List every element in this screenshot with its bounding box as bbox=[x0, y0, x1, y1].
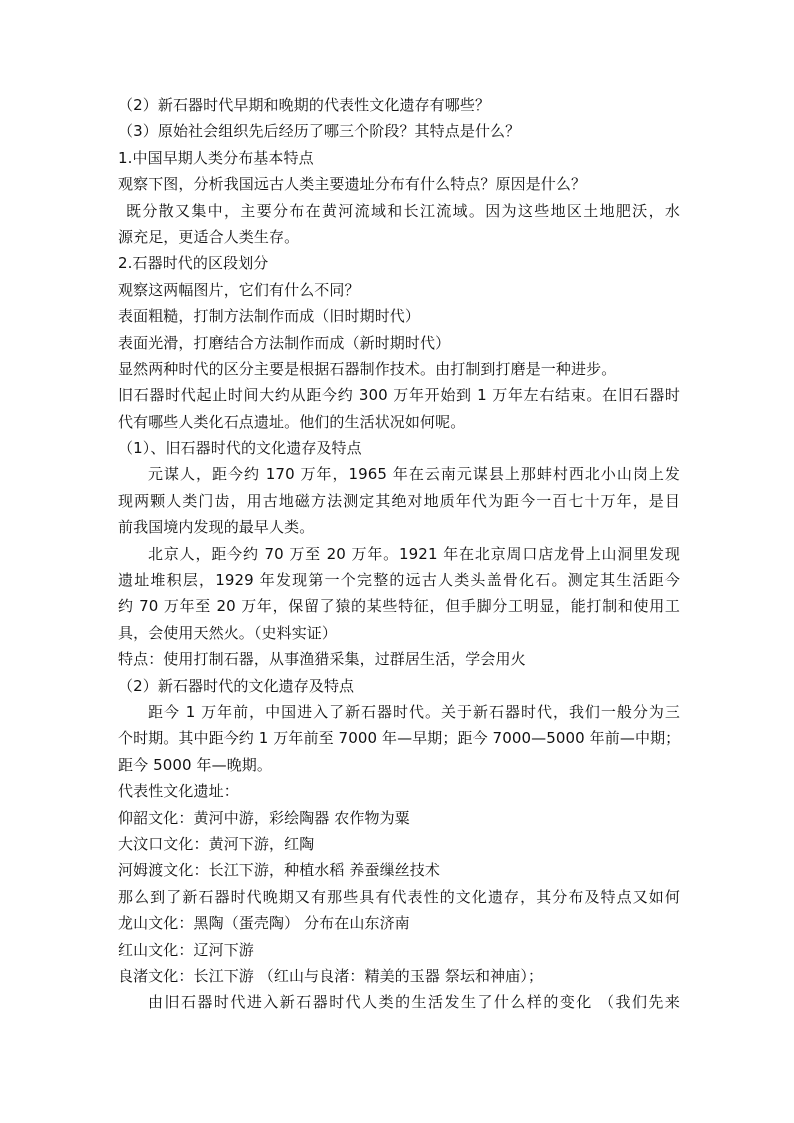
text-line: 代表性文化遗址： bbox=[118, 782, 239, 801]
text-line: 2.石器时代的区段划分 bbox=[118, 254, 269, 273]
text-line: 观察下图，分析我国远古人类主要遗址分布有什么特点？原因是什么？ bbox=[118, 175, 587, 194]
text-line: 那么到了新石器时代晚期又有那些具有代表性的文化遗存，其分布及特点又如何 bbox=[118, 887, 680, 906]
text-line: 代有哪些人类化石点遗址。他们的生活状况如何呢。 bbox=[118, 412, 466, 431]
text-line: 旧石器时代起止时间大约从距今约 300 万年开始到 1 万年左右结束。在旧石器时 bbox=[118, 386, 680, 405]
text-line: 特点：使用打制石器，从事渔猎采集，过群居生活，学会用火 bbox=[118, 650, 526, 669]
text-line: 元谋人，距今约 170 万年，1965 年在云南元谋县上那蚌村西北小山岗上发 bbox=[148, 465, 680, 484]
text-line: 显然两种时代的区分主要是根据石器制作技术。由打制到打磨是一种进步。 bbox=[118, 359, 617, 378]
text-line: 距今 5000 年—晚期。 bbox=[118, 755, 273, 774]
text-line: 距今 1 万年前，中国进入了新石器时代。关于新石器时代，我们一般分为三 bbox=[148, 702, 680, 721]
text-line: 仰韶文化：黄河中游，彩绘陶器 农作物为粟 bbox=[118, 808, 410, 827]
text-line: 由旧石器时代进入新石器时代人类的生活发生了什么样的变化 （我们先来 bbox=[148, 993, 680, 1012]
text-line: 表面粗糙，打制方法制作而成（旧时期时代） bbox=[118, 307, 421, 326]
text-line: 个时期。其中距今约 1 万年前至 7000 年—早期；距今 7000—5000 年前—中期； bbox=[118, 729, 680, 748]
text-line: 约 70 万年至 20 万年，保留了猿的某些特征，但手脚分工明显，能打制和使用工 bbox=[118, 597, 680, 616]
text-line: 良渚文化：长江下游 （红山与良渚：精美的玉器 祭坛和神庙）； bbox=[118, 966, 544, 985]
document-body bbox=[118, 92, 680, 1016]
text-line: 大汶口文化：黄河下游，红陶 bbox=[118, 834, 315, 853]
text-line: （3）原始社会组织先后经历了哪三个阶段？其特点是什么？ bbox=[118, 122, 521, 141]
text-line: 龙山文化：黑陶（蛋壳陶） 分布在山东济南 bbox=[118, 914, 410, 933]
text-line: 源充足，更适合人类生存。 bbox=[118, 227, 300, 246]
text-line: 观察这两幅图片，它们有什么不同？ bbox=[118, 280, 360, 299]
text-line: 1.中国早期人类分布基本特点 bbox=[118, 148, 314, 167]
text-line: （2）新石器时代的文化遗存及特点 bbox=[118, 676, 355, 695]
text-line: （1）、旧石器时代的文化遗存及特点 bbox=[118, 439, 362, 458]
text-line: （2）新石器时代早期和晚期的代表性文化遗存有哪些？ bbox=[118, 96, 491, 114]
text-line: 具，会使用天然火。（史料实证） bbox=[118, 623, 338, 642]
text-line: 北京人，距今约 70 万至 20 万年。1921 年在北京周口店龙骨上山洞里发现 bbox=[148, 544, 680, 563]
text-line: 表面光滑，打磨结合方法制作而成（新时期时代） bbox=[118, 333, 451, 352]
text-line: 河姆渡文化：长江下游，种植水稻 养蚕缫丝技术 bbox=[118, 861, 440, 880]
text-line: 前我国境内发现的最早人类。 bbox=[118, 518, 315, 537]
text-line: 红山文化：辽河下游 bbox=[118, 940, 254, 959]
text-line: 遗址堆积层，1929 年发现第一个完整的远古人类头盖骨化石。测定其生活距今 bbox=[118, 571, 680, 590]
text-line: 现两颗人类门齿，用古地磁方法测定其绝对地质年代为距今一百七十万年，是目 bbox=[118, 491, 680, 510]
text-line: 既分散又集中，主要分布在黄河流域和长江流域。因为这些地区土地肥沃，水 bbox=[126, 201, 680, 220]
